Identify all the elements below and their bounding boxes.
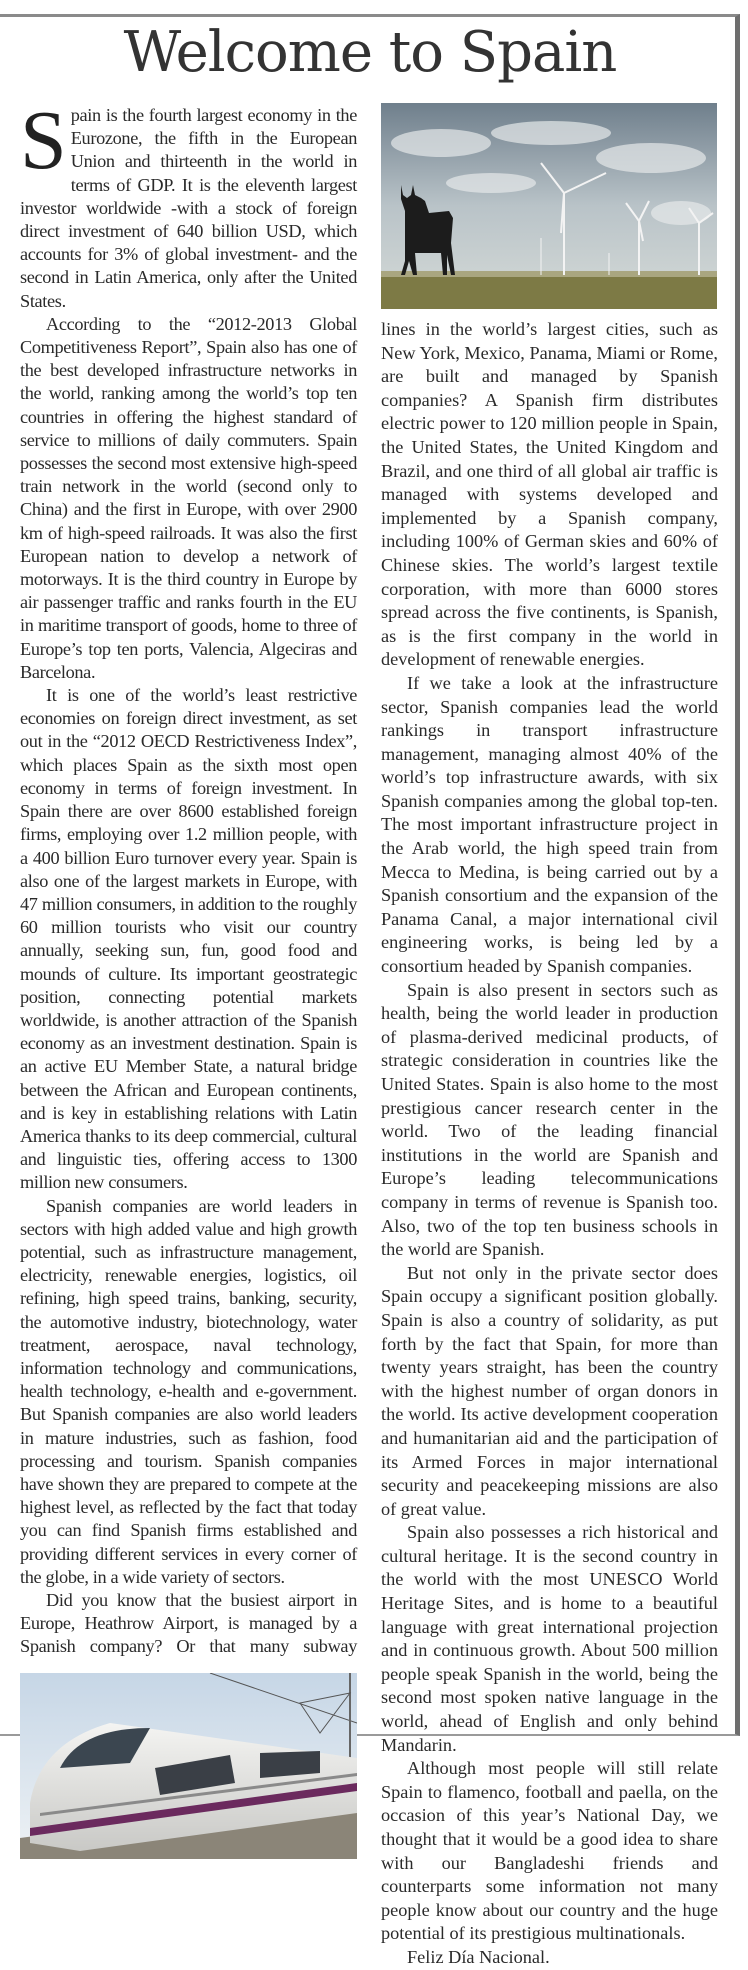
paragraph: According to the “2012-2013 Global Competitiveness Report”, Spain also has one of the best developed infrastructure networks in the world, ranking among the world’s top ten countries in offering the highest standard of service to millions of daily commuters. Spain possesses the second most extensive high-speed train network in the world (second only to China) and the first in Europe, with over 2900 km of high-speed railroads. It was also the first European nation to develop a network of motorways. It is the third country in Europe by air passenger traffic and ranks fourth in the EU in maritime transport of goods, home to three of Europe’s top ten ports, Valencia, Algeciras and Barcelona.: [20, 313, 357, 682]
article-right-column: [381, 318, 718, 1970]
paragraph: Spain is also present in sectors such as health, being the world leader in production of plasma-derived medicinal products, of strategic consideration in countries like the United States. Spain is also home to the most prestigious cancer research center in the world. Two of the leading financial institutions in the world are Spanish and Europe’s leading telecommunications company in terms of revenue is Spanish too. Also, two of the top ten business schools in the world are Spanish.: [381, 979, 718, 1260]
paragraph: If we take a look at the infrastructure sector, Spanish companies lead the world rankings in transport infrastructure management, managing almost 40% of the world’s top infrastructure awards, with six Spanish companies among the global top-ten. The most important infrastructure project in the Arab world, the high speed train from Mecca to Medina, is being carried out by a Spanish consortium and the expansion of the Panama Canal, a major international civil engineering works, is being led by a consortium headed by Spanish companies.: [381, 672, 718, 977]
article-left-column: [20, 94, 357, 1859]
drop-cap: S: [20, 94, 67, 187]
paragraph: lines in the world’s largest cities, such as New York, Mexico, Panama, Miami or Rome, are built and managed by Spanish companies? A Spanish firm distributes electric power to 120 million people in Spain, the United States, the United Kingdom and Brazil, and one third of all global air traffic is managed with systems developed and implemented by a Spanish company, including 100% of German skies and 60% of Chinese skies. The world’s largest textile corporation, with more than 6000 stores spread across the five continents, is Spanish, as is the first company in the world in development of renewable energies.: [381, 319, 718, 670]
paragraph: Did you know that the busiest airport in Europe, Heathrow Airport, is managed by a Spanish company? Or that many subway: [20, 1590, 357, 1657]
paragraph: [20, 94, 357, 313]
article-title: Welcome to Spain: [123, 20, 617, 85]
paragraph: But not only in the private sector does Spain occupy a significant position globally. Spain is also a country of solidarity, as put forth by the fact that Spain, for more than twenty years straight, has been the country with the highest number of organ donors in the world. Its active development cooperation and humanitarian aid and the participation of its Armed Forces in major international security and peacekeeping missions are also of great value.: [381, 1262, 718, 1519]
paragraph: Spain also possesses a rich historical and cultural heritage. It is the second country in the world with the most UNESCO World Heritage Sites, and is home to a beautiful language with great international projection and in continuous growth. About 500 million people speak Spanish in the world, being the second most spoken native language in the world, ahead of English and only behind Mandarin.: [381, 1522, 718, 1755]
high-speed-train-photo: [20, 1673, 357, 1859]
closing-line: Feliz Día Nacional.: [407, 1946, 550, 1967]
paragraph: It is one of the world’s least restrictive economies on foreign direct investment, as set out in the “2012 OECD Restrictiveness Index”, which places Spain as the sixth most open economy in terms of foreign investment. In Spain there are over 8600 established foreign firms, employing over 1.2 million people, with a 400 billion Euro turnover every year. Spain is also one of the largest markets in Europe, with 47 million consumers, in addition to the roughly 60 million tourists who visit our country annually, seeking sun, fun, good food and mounds of culture. Its important geostrategic position, connecting potential markets worldwide, is another attraction of the Spanish economy as an investment destination. Spain is an active EU Member State, a natural bridge between the African and European continents, and is key in establishing relations with Latin America thanks to its deep commercial, cultural and linguistic ties, offering access to 1300 million new consumers.: [20, 685, 357, 1193]
paragraph-text: pain is the fourth largest economy in the Eurozone, the fifth in the European Union and thirteenth in the world in terms of GDP. It is the eleventh largest investor worldwide -with a stock of foreign direct investment of 640 billion USD, which accounts for 3% of global investment- and the second in Latin America, only after the United States.: [20, 105, 357, 311]
paragraph: Although most people will still relate Spain to flamenco, football and paella, on the occasion of this year’s National Day, we thought that it would be a good idea to share with our Bangladeshi friends and counterparts some information not many people know about our country and the huge potential of its prestigious multinationals.: [381, 1758, 718, 1944]
bull-windmills-photo: [381, 103, 717, 309]
paragraph: Spanish companies are world leaders in sectors with high added value and high growth potential, such as infrastructure management, electricity, renewable energies, logistics, oil refining, high speed trains, banking, security, the automotive industry, biotechnology, water treatment, aerospace, naval technology, information technology and communications, health technology, e-health and e-government. But Spanish companies are also world leaders in mature industries, such as fashion, food processing and tourism. Spanish companies have shown they are prepared to compete at the highest level, as reflected by the fact that today you can find Spanish firms established and providing different services in every corner of the globe, in a wide variety of sectors.: [20, 1195, 357, 1587]
